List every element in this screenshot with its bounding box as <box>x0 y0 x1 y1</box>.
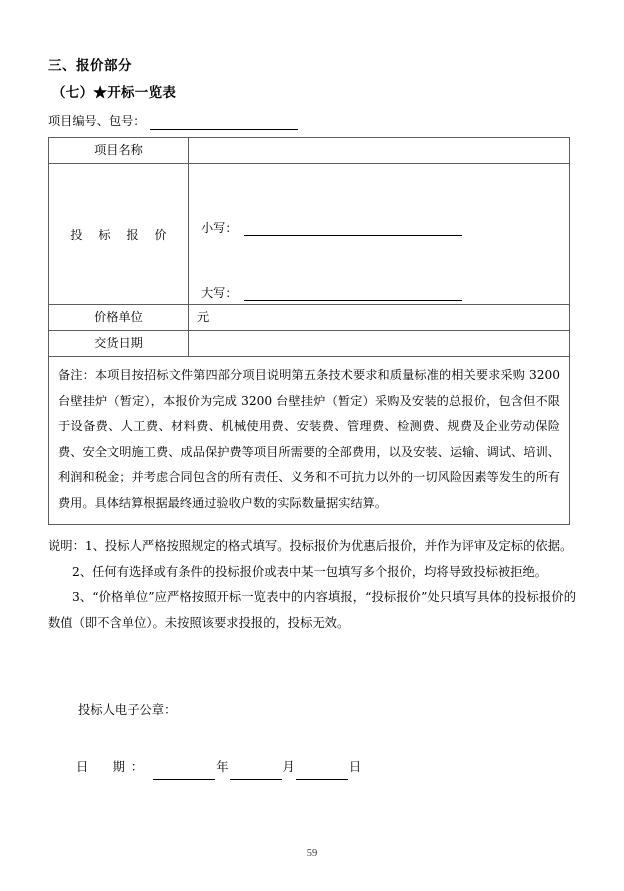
lowercase-price-label: 小写： <box>201 221 238 236</box>
day-input-field[interactable] <box>296 767 348 780</box>
date-line <box>76 755 576 780</box>
table-row-project-name <box>49 138 570 164</box>
project-name-label-cell: 项目名称 <box>49 138 189 164</box>
signature-block <box>48 698 576 780</box>
uppercase-price-label: 大写： <box>201 286 238 301</box>
section-heading: 三、报价部分 <box>48 58 132 74</box>
bid-opening-table <box>48 137 570 525</box>
notes-block <box>48 534 576 636</box>
uppercase-price-field[interactable] <box>244 288 462 301</box>
page-number: 59 <box>306 848 318 859</box>
date-label: 日 期： <box>76 760 150 775</box>
electronic-seal-label: 投标人电子公章： <box>78 703 177 718</box>
delivery-date-label-cell: 交货日期 <box>49 331 189 357</box>
project-number-label: 项目编号、包号： <box>48 114 146 129</box>
bid-price-label-text: 投 标 报 价 <box>70 227 173 242</box>
uppercase-price-row <box>201 284 569 301</box>
delivery-date-value-cell[interactable] <box>189 331 570 357</box>
year-unit-label: 年 <box>216 760 229 775</box>
lowercase-price-field[interactable] <box>244 223 462 236</box>
remark-cell: 备注：本项目按招标文件第四部分项目说明第五条技术要求和质量标准的相关要求采购 3200 台壁挂炉（暂定），本报价为完成 3200 台壁挂炉（暂定）采购及安装的总报价，包含但不限于设备费、人工费、材料费、机械使用费、安装费、管理费、检测费、规费及企业劳动保险费、安全文明施工费、成品保护费等项目所需要的全部费用，以及安装、运输、调试、培训、利润和税金；并考虑合同包含的所有责任、义务和不可抗力以外的一切风险因素等发生的所有费用。具体结算根据最终通过验收户数的实际数量据实结算。 <box>49 357 570 525</box>
price-unit-value-cell[interactable]: 元 <box>189 305 570 331</box>
subsection-heading: （七）★开标一览表 <box>52 85 177 102</box>
table-row-bid-price <box>49 164 570 305</box>
bid-price-label-cell <box>49 164 189 305</box>
bid-price-value-cell <box>189 164 570 305</box>
month-input-field[interactable] <box>230 767 282 780</box>
project-name-value-cell[interactable] <box>189 138 570 164</box>
table-row-price-unit <box>49 305 570 331</box>
lowercase-price-row <box>201 219 569 236</box>
day-unit-label: 日 <box>348 760 362 775</box>
year-input-field[interactable] <box>153 767 215 780</box>
project-number-blank-field[interactable] <box>150 117 298 130</box>
month-unit-label: 月 <box>282 760 295 775</box>
note-item-2: 2、任何有选择或有条件的投标报价或表中某一包填写多个报价，均将导致投标被拒绝。 <box>72 564 548 579</box>
note-item-1: 说明：1、投标人严格按照规定的格式填写。投标报价为优惠后报价，并作为评审及定标的依据。 <box>48 539 573 554</box>
project-number-line <box>48 114 576 130</box>
table-row-delivery-date <box>49 331 570 357</box>
price-unit-label-cell: 价格单位 <box>49 305 189 331</box>
table-row-remark <box>49 357 570 525</box>
note-item-3: 3、“价格单位”应严格按照开标一览表中的内容填报，“投标报价”处只填写具体的投标报价的数值（即不含单位）。未按照该要求投报的，投标无效。 <box>48 590 576 630</box>
document-content <box>48 58 576 780</box>
